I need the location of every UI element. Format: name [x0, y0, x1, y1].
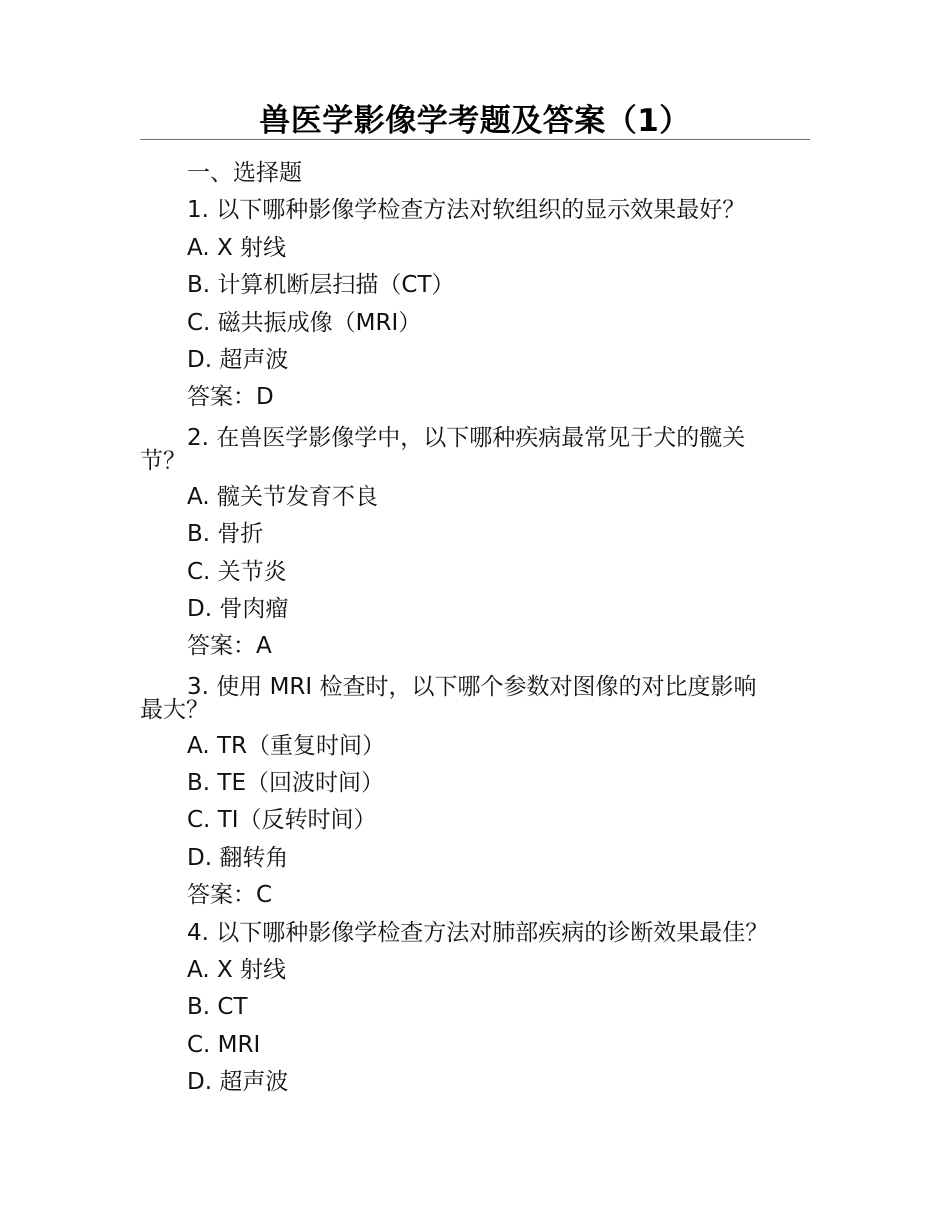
question-2-option-b: B. 骨折: [187, 521, 264, 548]
question-3-option-d: D. 翻转角: [187, 844, 289, 871]
question-4-option-c: C. MRI: [187, 1031, 261, 1058]
question-1-option-c: C. 磁共振成像（MRI）: [187, 309, 422, 336]
question-1-option-b: B. 计算机断层扫描（CT）: [187, 272, 455, 299]
question-1-option-a: A. X 射线: [187, 234, 287, 261]
section-heading: 一、选择题: [187, 160, 302, 186]
question-2-option-a: A. 髋关节发育不良: [187, 483, 378, 510]
question-3-option-b: B. TE（回波时间）: [187, 770, 384, 797]
question-2-option-c: C. 关节炎: [187, 558, 287, 585]
question-3-stem-line2: 最大？: [140, 696, 209, 723]
question-4-option-b: B. CT: [187, 994, 248, 1021]
document-title: 兽医学影像学考题及答案（1）: [259, 103, 691, 139]
question-2-stem: [140, 423, 810, 475]
question-1-option-d: D. 超声波: [187, 346, 289, 373]
question-2-answer: 答案：A: [187, 633, 272, 660]
question-3-option-a: A. TR（重复时间）: [187, 732, 385, 759]
question-1-stem: 1. 以下哪种影像学检查方法对软组织的显示效果最好？: [187, 197, 746, 224]
question-3-stem-line1: 3. 使用 MRI 检查时，以下哪个参数对图像的对比度影响: [187, 673, 757, 700]
question-4-stem: 4. 以下哪种影像学检查方法对肺部疾病的诊断效果最佳？: [187, 919, 769, 946]
question-2-stem-line1: 2. 在兽医学影像学中，以下哪种疾病最常见于犬的髋关: [187, 424, 746, 451]
question-3-option-c: C. TI（反转时间）: [187, 807, 377, 834]
question-3-stem: [140, 672, 810, 724]
question-4-option-d: D. 超声波: [187, 1069, 289, 1096]
question-3-answer: 答案：C: [187, 882, 273, 909]
title-underline: [140, 139, 810, 140]
document-body: [140, 155, 810, 1102]
question-2-option-d: D. 骨肉瘤: [187, 595, 289, 622]
question-2-stem-line2: 节？: [140, 447, 186, 474]
question-4-option-a: A. X 射线: [187, 957, 287, 984]
question-1-answer: 答案：D: [187, 384, 274, 411]
